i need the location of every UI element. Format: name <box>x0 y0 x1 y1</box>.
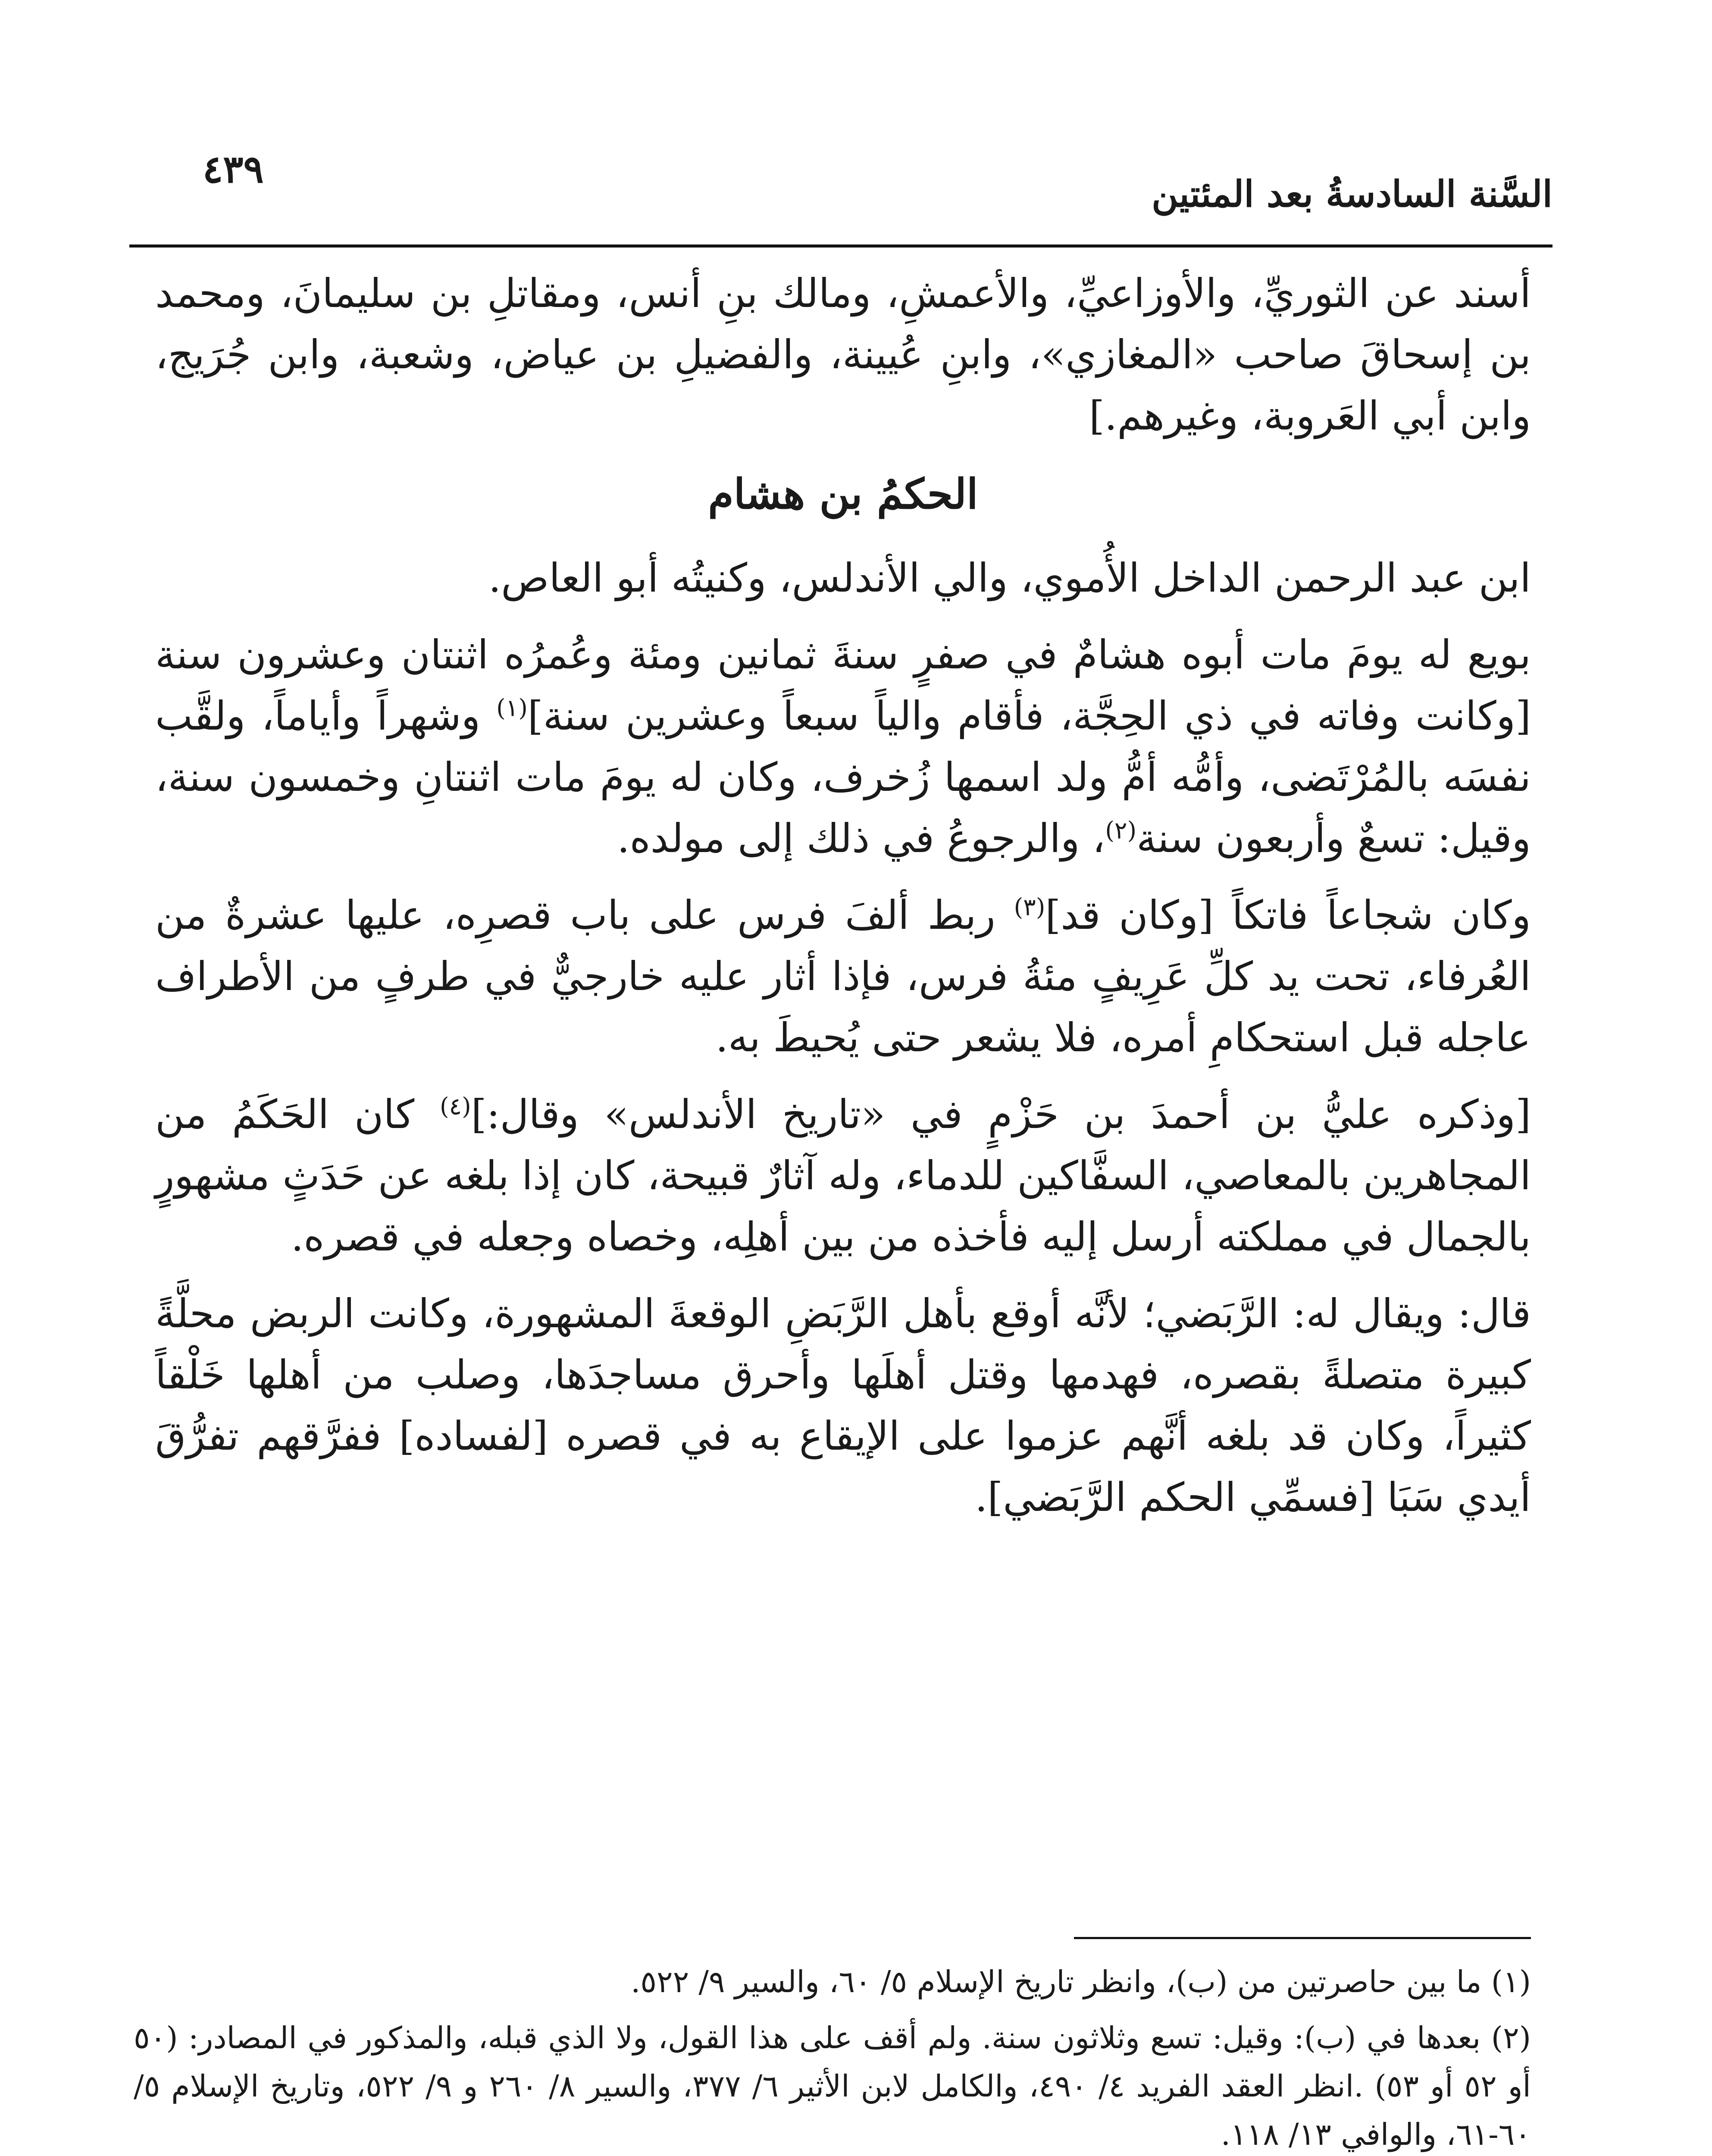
footnote-rule <box>1074 1937 1531 1939</box>
header-rule <box>129 244 1552 248</box>
page-number: ٤٣٩ <box>203 147 264 191</box>
footnote-ref-4: (٤) <box>439 1093 471 1121</box>
footnote-1: (١) ما بين حاصرتين من (ب)، وانظر تاريخ الإسلام ٥/ ٦٠، والسير ٩/ ٥٢٢. <box>631 1964 1531 1999</box>
footnote-2: (٢) بعدها في (ب): وقيل: تسع وثلاثون سنة. ولم أقف على هذا القول، ولا الذي قبله، والمذكور في المصادر: (٥٠ أو ٥٢ أو ٥٣) .انظر العقد الفريد ٤/ ٤٩٠، والكامل لابن الأثير ٦/ ٣٧٧، والسير ٨/ ٢٦٠ و ٩/ ٥٢٢، وتاريخ الإسلام ٥/ ٦٠-٦١، والوافي ١٣/ ١١٨. <box>134 2020 1531 2152</box>
footnote-ref-2: (٢) <box>1105 817 1137 845</box>
paragraph-accession <box>155 624 1531 869</box>
section-heading: الحكمُ بن هشام <box>708 470 978 518</box>
main-text <box>155 263 1531 1528</box>
running-head <box>142 138 1570 224</box>
footnotes <box>134 1958 1531 2156</box>
paragraph-cavalry <box>155 885 1531 1069</box>
running-head-title: السَّنة السادسةُ بعد المئتين <box>1152 172 1552 215</box>
text-run: وشهراً وأياماً، ولقَّب نفسَه بالمُرْتَضى، وأمُّه أمُّ ولد اسمها زُخرف، وكان له يومَ مات اثنتانِ وخمسون سنة، وقيل: تسعٌ وأربعون سنة <box>155 693 1531 862</box>
text-run: كان الحَكَمُ من المجاهرين بالمعاصي، السفَّاكين للدماء، وله آثارٌ قبيحة، كان إذا بلغه عن حَدَثٍ مشهورٍ بالجمال في مملكته أرسل إليه فأخذه من بين أهلِه، وخصاه وجعله في قصره. <box>155 1091 1531 1260</box>
text-run: ، والرجوعُ في ذلك إلى مولده. <box>617 815 1105 862</box>
footnote-ref-3: (٣) <box>1014 893 1045 921</box>
footnote-ref-1: (١) <box>496 694 528 722</box>
text-run: [وذكره عليُّ بن أحمدَ بن حَزْمٍ في «تاريخ الأندلس» وقال:] <box>471 1091 1531 1138</box>
paragraph-rabadi: قال: ويقال له: الرَّبَضي؛ لأنَّه أوقع بأهل الرَّبَضِ الوقعةَ المشهورة، وكانت الربض محلَّةً كبيرة متصلةً بقصره، فهدمها وقتل أهلَها وأحرق مساجدَها، وصلب من أهلها خَلْقاً كثيراً، وكان قد بلغه أنَّهم عزموا على الإيقاع به في قصره [لفساده] ففرَّقهم تفرُّقَ أيدي سَبَا [فسمِّي الحكم الرَّبَضي]. <box>155 1291 1531 1520</box>
text-run: بويع له يومَ مات أبوه هشامٌ في صفرٍ سنةَ ثمانين ومئة وعُمرُه اثنتان وعشرون سنة [وكانت وفاته في ذي الحِجَّة، فأقام والياً سبعاً وعشرين سنة] <box>155 632 1531 739</box>
paragraph-narrators: أسند عن الثوريِّ، والأوزاعيِّ، والأعمشِ، ومالك بنِ أنس، ومقاتلِ بن سليمانَ، ومحمد بن إسحاقَ صاحب «المغازي»، وابنِ عُيينة، والفضيلِ بن عياض، وشعبة، وابن جُرَيج، وابن أبي العَروبة، وغيرهم.] <box>155 270 1531 439</box>
text-run: وكان شجاعاً فاتكاً [وكان قد] <box>1045 892 1531 938</box>
paragraph-lineage: ابن عبد الرحمن الداخل الأُموي، والي الأندلس، وكنيتُه أبو العاص. <box>488 555 1531 601</box>
paragraph-ibn-hazm <box>155 1084 1531 1268</box>
text-run: ربط ألفَ فرس على باب قصرِه، عليها عشرةٌ من العُرفاء، تحت يد كلِّ عَرِيفٍ مئةُ فرس، فإذا أثار عليه خارجيٌّ في طرفٍ من الأطراف عاجله قبل استحكامِ أمره، فلا يشعر حتى يُحيطَ به. <box>155 892 1531 1061</box>
